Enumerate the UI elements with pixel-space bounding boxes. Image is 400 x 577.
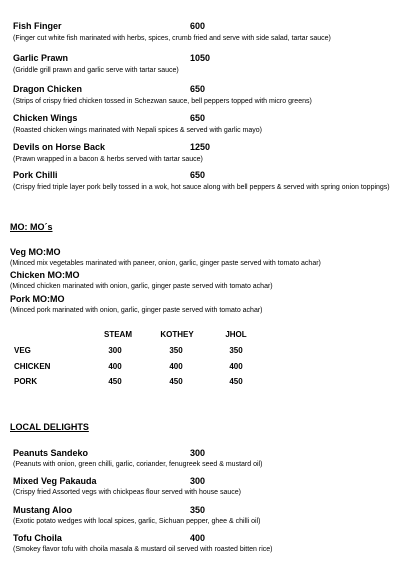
item-price: 1050	[190, 53, 211, 63]
table-cell: 450	[108, 377, 122, 386]
item-name: Garlic Prawn	[13, 53, 69, 63]
item-price: 300	[190, 448, 206, 458]
item-name: Mustang Aloo	[13, 505, 73, 515]
table-cell: 450	[229, 377, 243, 386]
item-description: (Strips of crispy fried chicken tossed in Schezwan sauce, bell peppers topped with micro greens)	[13, 98, 312, 105]
item-description: (Crispy fried Assorted vegs with chickpeas flour served with house sauce)	[13, 489, 241, 496]
item-name: Fish Finger	[13, 21, 62, 31]
table-column-header: KOTHEY	[160, 330, 194, 339]
momo-item-description: (Minced pork marinated with onion, garlic, ginger paste served with tomato achar)	[10, 307, 263, 314]
table-cell: 350	[229, 346, 243, 355]
table-cell: 400	[108, 362, 122, 371]
momo-item-description: (Minced mix vegetables marinated with paneer, onion, garlic, ginger paste served with tomato achar)	[10, 260, 321, 267]
item-name: Peanuts Sandeko	[13, 448, 89, 458]
item-price: 600	[190, 21, 206, 31]
item-price: 650	[190, 170, 206, 180]
item-name: Devils on Horse Back	[13, 142, 106, 152]
table-row-label: PORK	[14, 377, 38, 386]
item-price: 650	[190, 84, 206, 94]
item-description: (Exotic potato wedges with local spices, garlic, Sichuan pepper, ghee & chilli oil)	[13, 518, 261, 525]
item-name: Dragon Chicken	[13, 84, 83, 94]
item-price: 350	[190, 505, 206, 515]
item-price: 400	[190, 533, 206, 543]
table-cell: 450	[169, 377, 183, 386]
section-heading-momo: MO: MO´s	[10, 222, 53, 232]
item-description: (Roasted chicken wings marinated with Nepali spices & served with garlic mayo)	[13, 127, 262, 134]
item-name: Pork Chilli	[13, 170, 58, 180]
section-heading-local-delights: LOCAL DELIGHTS	[10, 422, 89, 432]
item-description: (Smokey flavor tofu with choila masala & mustard oil served with roasted bitten rice)	[13, 546, 273, 553]
item-name: Mixed Veg Pakauda	[13, 476, 97, 486]
table-row-label: VEG	[14, 346, 31, 355]
momo-price-table	[0, 330, 400, 420]
momo-item-description: (Minced chicken marinated with onion, garlic, ginger paste served with tomato achar)	[10, 283, 273, 290]
item-price: 650	[190, 113, 206, 123]
momo-item-name: Pork MO:MO	[10, 294, 65, 304]
item-name: Chicken Wings	[13, 113, 78, 123]
table-cell: 400	[229, 362, 243, 371]
item-description: (Crispy fried triple layer pork belly tossed in a wok, hot sauce along with bell peppers & served with spring onion toppings)	[13, 184, 390, 191]
item-price: 300	[190, 476, 206, 486]
item-price: 1250	[190, 142, 211, 152]
momo-item-name: Veg MO:MO	[10, 247, 61, 257]
item-description: (Prawn wrapped in a bacon & herbs served with tartar sauce)	[13, 156, 203, 163]
item-description: (Griddle grill prawn and garlic serve with tartar sauce)	[13, 67, 179, 74]
item-name: Tofu Choila	[13, 533, 62, 543]
table-row-label: CHICKEN	[14, 362, 51, 371]
item-description: (Finger cut white fish marinated with herbs, spices, crumb fried and serve with side salad, tartar sauce)	[13, 35, 331, 42]
table-cell: 300	[108, 346, 122, 355]
item-description: (Peanuts with onion, green chilli, garlic, coriander, fenugreek seed & mustard oil)	[13, 461, 263, 468]
table-cell: 350	[169, 346, 183, 355]
table-column-header: STEAM	[104, 330, 132, 339]
table-column-header: JHOL	[225, 330, 247, 339]
table-cell: 400	[169, 362, 183, 371]
momo-item-name: Chicken MO:MO	[10, 270, 80, 280]
